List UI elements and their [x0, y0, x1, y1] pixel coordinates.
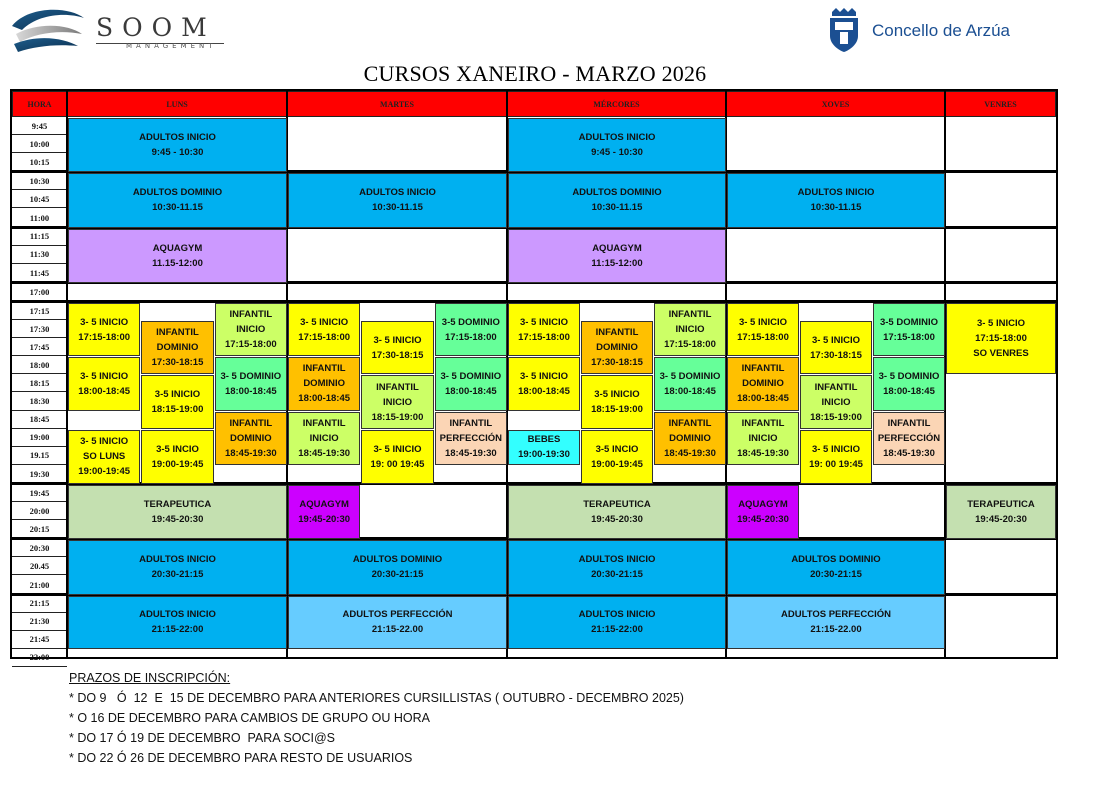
class-detail: 17:30-18:15: [371, 349, 424, 361]
time-slot: 17:00: [12, 283, 67, 302]
class-block-luns: [141, 430, 213, 484]
class-block-martes: [361, 375, 433, 428]
class-detail: 10:30-11.15: [591, 202, 643, 214]
class-detail: 18:15-19:00: [371, 411, 424, 423]
notes-line: * O 16 DE DECEMBRO PARA CAMBIOS DE GRUPO OU HORA: [69, 711, 430, 725]
class-name: BEBES: [527, 434, 561, 446]
class-detail: 18:15-19:00: [591, 404, 643, 416]
class-block-luns: [68, 357, 140, 410]
class-name: 3- 5 INICIO: [80, 370, 129, 382]
notes-title: PRAZOS DE INSCRIPCIÓN:: [69, 671, 231, 685]
time-slot: 11:00: [12, 209, 67, 228]
header-day-xoves: XOVES: [726, 91, 945, 117]
class-detail: INICIO: [748, 432, 778, 444]
class-block-luns: [68, 303, 140, 356]
class-block-venres: [946, 303, 1056, 374]
soom-brand-subtext: MANAGEMENT: [126, 42, 217, 50]
class-name: 3- 5 DOMINIO: [659, 370, 721, 382]
class-block-xoves: [727, 303, 799, 356]
class-name: ADULTOS INICIO: [139, 554, 216, 566]
class-detail: 17:15-18:00: [78, 331, 131, 343]
class-detail: 20:30-21:15: [810, 569, 862, 581]
class-detail: 19: 00 19:45: [809, 458, 863, 470]
class-name: ADULTOS DOMINIO: [352, 554, 443, 566]
concello-logo: [826, 8, 1066, 54]
class-detail: INICIO: [382, 396, 412, 408]
time-slot: 20:00: [12, 502, 67, 520]
coat-of-arms-icon: [826, 8, 862, 52]
class-name: INFANTIL: [741, 363, 785, 375]
class-block-xoves: [873, 303, 945, 356]
time-slot: 21:00: [12, 576, 67, 595]
class-name: AQUAGYM: [299, 499, 349, 511]
class-name: 3- 5 INICIO: [738, 316, 788, 328]
class-name: 3- 5 INICIO: [373, 334, 422, 346]
class-block-martes: [435, 412, 507, 465]
class-block-xoves: [800, 375, 872, 428]
class-block-xoves: [727, 412, 799, 465]
class-detail: DOMINIO: [596, 342, 638, 354]
class-name: 3- 5 INICIO: [811, 443, 861, 455]
class-detail: 17:15-18:00: [444, 331, 497, 343]
class-block-mercores: [508, 485, 726, 539]
notes-line: * DO 22 Ó 26 DE DECEMBRO PARA RESTO DE USUARIOS: [69, 751, 413, 765]
class-detail: 18:15-19:00: [151, 404, 204, 416]
class-block-mercores: [654, 412, 726, 465]
class-block-luns: [215, 357, 287, 410]
class-name: INFANTIL: [668, 417, 712, 429]
class-block-luns: [68, 118, 287, 172]
time-slot: 11:15: [12, 228, 67, 246]
class-name: 3- 5 INICIO: [300, 316, 349, 328]
class-block-luns: [68, 596, 287, 649]
class-name: INFANTIL: [229, 309, 273, 321]
time-slot: 18:15: [12, 374, 67, 392]
class-block-martes: [435, 303, 507, 356]
class-detail: 18:45-19:30: [883, 447, 935, 459]
class-detail: 10:30-11.15: [372, 202, 423, 214]
class-name: 3- 5 DOMINIO: [878, 370, 940, 382]
class-name: 3-5 INCIO: [156, 443, 199, 455]
class-detail: 18:00-18:45: [224, 385, 277, 397]
class-block-mercores: [581, 321, 653, 374]
class-detail: 18:15-19:00: [810, 411, 862, 423]
time-slot: 20:30: [12, 539, 67, 557]
class-detail: 17:15-18:00: [664, 339, 716, 351]
class-block-venres: [946, 485, 1056, 539]
class-detail: 18:00-18:45: [78, 385, 131, 397]
class-name: 3- 5 INICIO: [519, 316, 569, 328]
class-block-mercores: [508, 596, 726, 649]
time-slot: 18:45: [12, 411, 67, 429]
class-block-mercores: [508, 118, 726, 172]
class-block-luns: [68, 173, 287, 227]
class-name: 3- 5 DOMINIO: [220, 370, 282, 382]
class-detail: 18:45-19:30: [224, 447, 277, 459]
class-block-luns: [141, 375, 213, 428]
class-block-mercores: [581, 375, 653, 428]
class-detail: 21:15-22:00: [151, 624, 204, 636]
class-block-luns: [215, 412, 287, 465]
class-detail: 19:45-20:30: [151, 514, 204, 526]
class-detail: 21:15-22.00: [371, 624, 424, 636]
class-detail: PERFECCIÓN: [877, 432, 941, 444]
class-detail: 19:45-20:30: [298, 514, 351, 526]
class-name: ADULTOS DOMINIO: [791, 554, 881, 566]
class-block-xoves: [727, 540, 945, 594]
time-slot: 19:00: [12, 429, 67, 447]
header-day-martes: MARTES: [287, 91, 507, 117]
class-block-xoves: [800, 321, 872, 374]
soom-logo: [8, 4, 223, 56]
time-slot: 20.45: [12, 557, 67, 575]
class-block-luns: [68, 229, 287, 283]
class-detail: 18:45-19:30: [298, 447, 351, 459]
class-block-xoves: [727, 357, 799, 410]
class-detail: INICIO: [236, 324, 266, 336]
class-name: INFANTIL: [449, 417, 493, 429]
class-name: 3- 5 INICIO: [80, 436, 129, 448]
time-slot: 18:00: [12, 356, 67, 374]
class-block-mercores: [654, 357, 726, 410]
class-detail: 18:45-19:30: [444, 447, 497, 459]
class-block-xoves: [800, 430, 872, 484]
class-detail: INICIO: [309, 432, 339, 444]
class-name: 3- 5 DOMINIO: [440, 370, 502, 382]
class-name: ADULTOS INICIO: [578, 132, 656, 144]
class-detail: 18:45-19:30: [664, 447, 716, 459]
class-name: ADULTOS INICIO: [578, 554, 656, 566]
class-detail: 17:15-18:00: [975, 333, 1027, 345]
class-detail: INICIO: [675, 324, 705, 336]
class-name: INFANTIL: [668, 309, 712, 321]
class-name: ADULTOS INICIO: [139, 609, 216, 621]
class-detail: 11.15-12:00: [152, 257, 203, 269]
time-slot: 17:30: [12, 320, 67, 338]
class-detail: 9:45 - 10:30: [151, 147, 204, 159]
class-block-mercores: [581, 430, 653, 484]
class-name: AQUAGYM: [738, 499, 788, 511]
class-detail: 21:15-22:00: [591, 624, 643, 636]
schedule-grid: [10, 89, 1058, 663]
class-name: 3- 5 INICIO: [373, 443, 422, 455]
class-block-mercores: [508, 540, 726, 594]
time-slot: 19.15: [12, 447, 67, 465]
class-block-luns: [68, 485, 287, 539]
class-name: INFANTIL: [156, 327, 199, 339]
class-detail: 18:00-18:45: [664, 385, 716, 397]
header-hour: HORA: [12, 91, 67, 117]
class-block-xoves: [727, 596, 945, 649]
class-detail: 17:15-18:00: [737, 331, 789, 343]
notes-line: * DO 17 Ó 19 DE DECEMBRO PARA SOCI@S: [69, 731, 336, 745]
class-name: 3-5 DOMINIO: [879, 316, 939, 328]
class-name: ADULTOS INICIO: [797, 187, 875, 199]
class-detail: 17:15-18:00: [518, 331, 570, 343]
class-detail: 11:15-12:00: [591, 257, 643, 269]
class-name: INFANTIL: [229, 417, 273, 429]
class-detail: 18:00-18:45: [444, 385, 497, 397]
class-block-martes: [288, 357, 360, 410]
class-name: INFANTIL: [595, 327, 639, 339]
class-detail: 19:45-20:30: [737, 514, 789, 526]
class-detail: 20:30-21:15: [591, 569, 643, 581]
time-slot: 18:30: [12, 393, 67, 411]
class-name: ADULTOS INICIO: [578, 609, 656, 621]
class-name: INFANTIL: [302, 363, 346, 375]
class-detail: 21:15-22.00: [810, 624, 862, 636]
soom-brand-text: SOOM: [96, 13, 216, 42]
time-slot: 19:45: [12, 484, 67, 502]
class-detail: 19:45-20:30: [975, 514, 1027, 526]
time-slot: 10:45: [12, 190, 67, 208]
class-detail: 9:45 - 10:30: [591, 147, 643, 159]
class-block-martes: [288, 540, 507, 594]
class-name: ADULTOS PERFECCIÓN: [781, 609, 891, 621]
class-name: TERAPEUTICA: [583, 499, 651, 511]
class-detail: PERFECCIÓN: [439, 432, 502, 444]
class-block-martes: [288, 173, 507, 227]
time-slot: 21:30: [12, 613, 67, 631]
class-block-mercores: [508, 303, 580, 356]
class-block-martes: [361, 430, 433, 484]
class-block-xoves: [873, 357, 945, 410]
class-detail: 10:30-11.15: [152, 202, 203, 214]
class-name: 3-5 INICIO: [154, 389, 201, 401]
class-name: AQUAGYM: [152, 242, 203, 254]
time-slot: 21:45: [12, 631, 67, 649]
class-detail: 18:00-18:45: [737, 393, 789, 405]
time-slot: 10:30: [12, 172, 67, 190]
class-name: INFANTIL: [741, 417, 785, 429]
class-detail: 18:00-18:45: [298, 393, 351, 405]
time-slot: 17:15: [12, 302, 67, 320]
time-slot: 11:45: [12, 264, 67, 283]
soom-swirl-icon: [8, 4, 88, 54]
class-name: 3- 5 INICIO: [519, 370, 569, 382]
registration-notes: [69, 668, 684, 768]
class-name: ADULTOS DOMINIO: [572, 187, 662, 199]
class-block-mercores: [508, 430, 580, 465]
class-detail: 17:30-18:15: [591, 357, 643, 369]
class-detail: DOMINIO: [742, 378, 784, 390]
class-block-martes: [288, 303, 360, 356]
concello-name: Concello de Arzúa: [872, 21, 1010, 40]
class-block-luns: [141, 321, 213, 374]
class-block-luns: [68, 430, 140, 484]
class-block-xoves: [727, 173, 945, 227]
class-name: TERAPEUTICA: [967, 499, 1035, 511]
class-detail: 20:30-21:15: [151, 569, 204, 581]
class-block-mercores: [508, 173, 726, 227]
time-slot: 10:00: [12, 135, 67, 153]
class-detail: 19:00-19:45: [78, 466, 131, 478]
class-detail: 17:30-18:15: [810, 349, 862, 361]
class-detail: 19:00-19:45: [591, 458, 643, 470]
class-name: ADULTOS INICIO: [139, 132, 216, 144]
class-name: 3- 5 INICIO: [80, 316, 129, 328]
class-name: INFANTIL: [302, 417, 346, 429]
class-detail: DOMINIO: [229, 432, 272, 444]
class-detail: DOMINIO: [303, 378, 346, 390]
class-block-martes: [288, 596, 507, 649]
class-detail: SO VENRES: [973, 348, 1029, 360]
class-detail: 20:30-21:15: [371, 569, 424, 581]
class-block-luns: [215, 303, 287, 356]
notes-line: * DO 9 Ó 12 E 15 DE DECEMBRO PARA ANTERIORES CURSILLISTAS ( OUTUBRO - DECEMBRO 2025): [69, 691, 684, 705]
header-day-luns: LUNS: [67, 91, 287, 117]
class-detail: 17:15-18:00: [224, 339, 277, 351]
class-detail: 19:00-19:45: [151, 458, 204, 470]
class-name: TERAPEUTICA: [143, 499, 212, 511]
class-block-mercores: [654, 303, 726, 356]
class-detail: 18:00-18:45: [883, 385, 935, 397]
time-slot: 19:30: [12, 465, 67, 484]
class-name: INFANTIL: [814, 381, 858, 393]
time-slot: 20:15: [12, 520, 67, 539]
class-detail: 18:00-18:45: [518, 385, 570, 397]
class-name: INFANTIL: [376, 381, 419, 393]
time-slot: 11:30: [12, 246, 67, 264]
page-title: CURSOS XANEIRO - MARZO 2026: [363, 61, 707, 86]
class-detail: 10:30-11.15: [810, 202, 862, 214]
class-detail: 17:30-18:15: [151, 357, 204, 369]
class-detail: INICIO: [821, 396, 851, 408]
class-block-xoves: [873, 412, 945, 465]
class-detail: 19:00-19:30: [518, 449, 570, 461]
class-block-luns: [68, 540, 287, 594]
time-slot: 17:45: [12, 338, 67, 356]
time-slot: 22:00: [12, 649, 67, 667]
class-detail: SO LUNS: [83, 451, 126, 463]
class-block-mercores: [508, 357, 580, 410]
class-detail: 19:45-20:30: [591, 514, 643, 526]
class-name: 3-5 DOMINIO: [441, 316, 500, 328]
class-name: ADULTOS INICIO: [359, 187, 436, 199]
class-detail: DOMINIO: [669, 432, 711, 444]
class-detail: 18:45-19:30: [737, 447, 789, 459]
class-block-martes: [288, 485, 360, 539]
time-slot: 9:45: [12, 117, 67, 135]
time-slot: 21:15: [12, 595, 67, 613]
class-block-martes: [435, 357, 507, 410]
class-name: 3-5 INICIO: [594, 389, 640, 401]
header-day-venres: VENRES: [945, 91, 1056, 117]
class-block-martes: [288, 412, 360, 465]
class-detail: 17:15-18:00: [298, 331, 351, 343]
class-detail: DOMINIO: [156, 342, 199, 354]
class-block-mercores: [508, 229, 726, 283]
time-slot: 10:15: [12, 153, 67, 172]
class-name: ADULTOS PERFECCIÓN: [342, 609, 453, 621]
class-detail: 17:15-18:00: [883, 331, 935, 343]
class-name: AQUAGYM: [592, 242, 642, 254]
class-name: 3-5 INCIO: [595, 443, 639, 455]
class-name: 3- 5 INICIO: [811, 334, 861, 346]
class-detail: 19: 00 19:45: [370, 458, 425, 470]
class-block-martes: [361, 321, 433, 374]
header-day-mércores: MÉRCORES: [507, 91, 726, 117]
class-name: ADULTOS DOMINIO: [132, 187, 223, 199]
class-block-xoves: [727, 485, 799, 539]
class-name: 3- 5 INICIO: [976, 318, 1026, 330]
class-name: INFANTIL: [887, 417, 931, 429]
